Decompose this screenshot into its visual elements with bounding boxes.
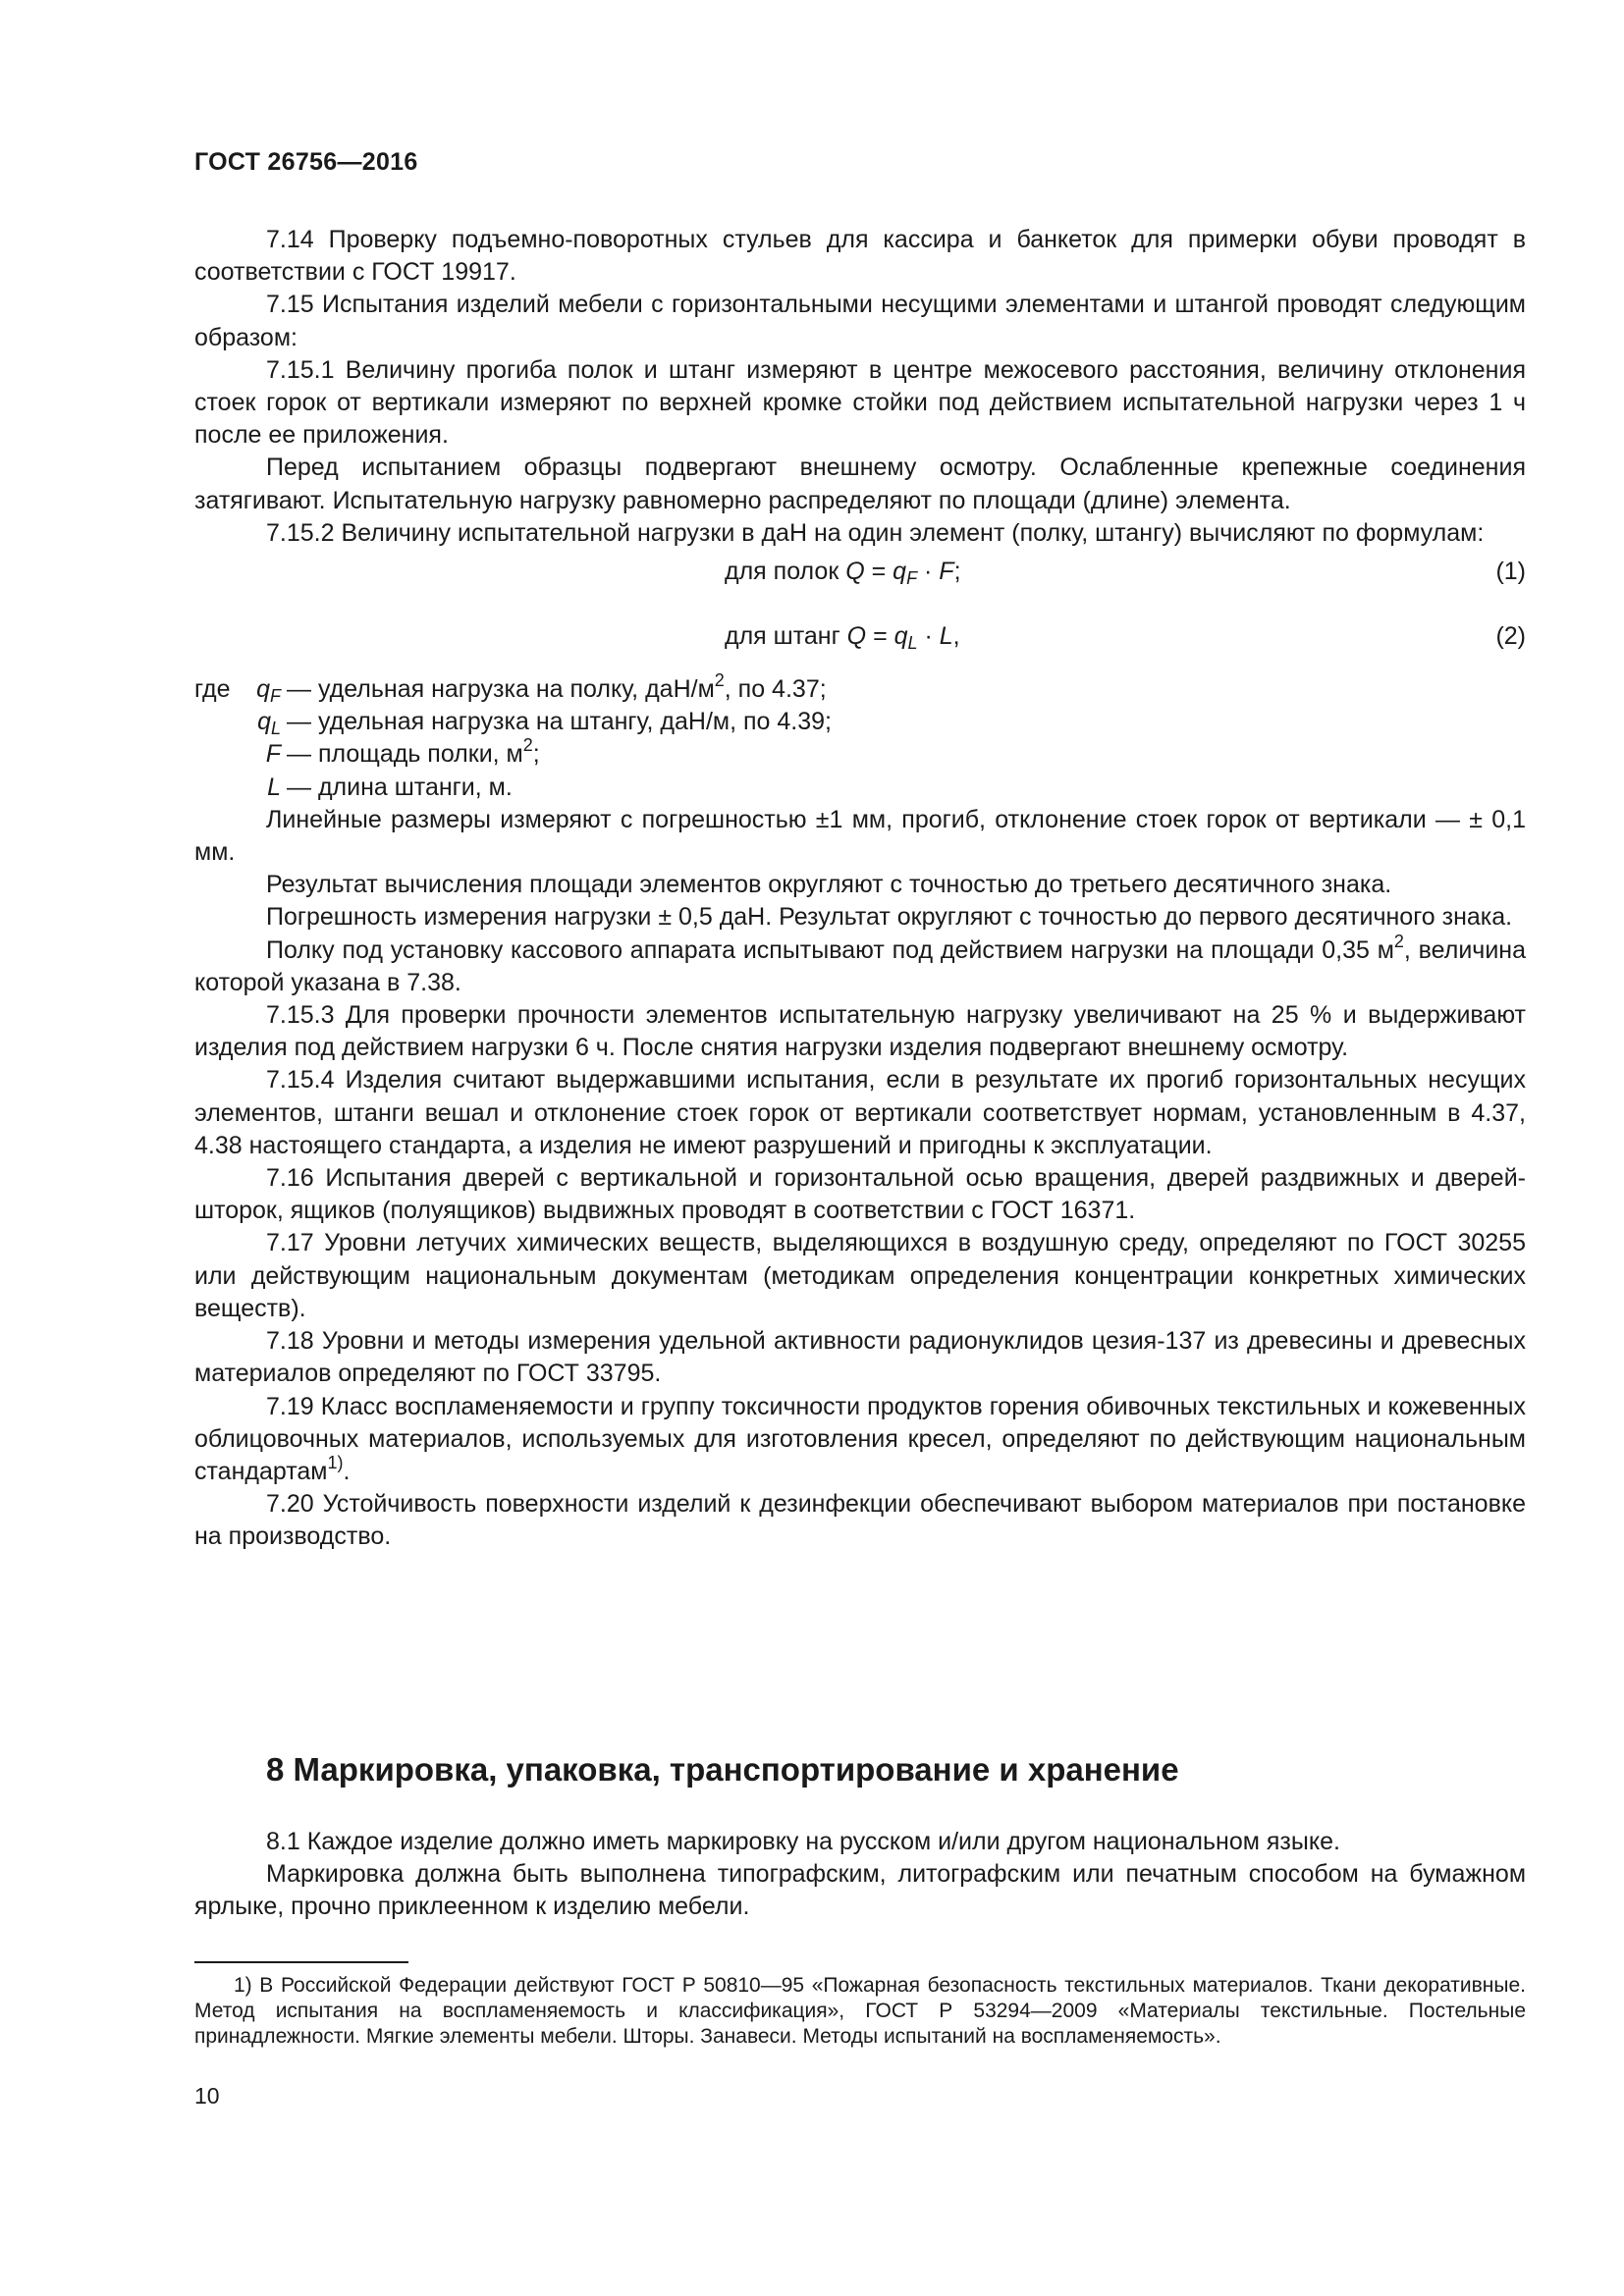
formula-2 [194,614,1526,673]
paragraph-7-15-3: 7.15.3 Для проверки прочности элементов испытательную нагрузку увеличивают на 25 % и выдерживают изделия под действием нагрузки 6 ч. После снятия нагрузки изделия подвергают внешнему осмотру. [194,1001,1526,1062]
formula-1-expression: для полок $Q = q_F \cdot F$; [725,558,961,589]
formula-2-expression: для штанг $Q = q_L \cdot L$, [725,622,960,654]
footnote: 1) В Российской Федерации действуют ГОСТ Р 50810—95 «Пожарная безопасность текстильных материалов. Ткани декоративные. Метод испытания на воспламеняемость и классификация», ГОСТ Р 53294—2009 «Материалы текстильные. Постельные принадлежности. Мягкие элементы мебели. Шторы. Занавеси. Методы испытаний на воспламеняемость». [194,1974,1526,2048]
paragraph-7-18: 7.18 Уровни и методы измерения удельной активности радионуклидов цезия-137 из древесины и древесных материалов определяют по ГОСТ 33795. [194,1327,1526,1388]
paragraph-area-result: Результат вычисления площади элементов округляют с точностью до третьего десятичного знака. [266,871,1392,899]
paragraph-cash-shelf: Полку под установку кассового аппарата испытывают под действием нагрузки на площади 0,35 $м^2$, величина которой указана в 7.38. [194,931,1526,996]
main-body [194,224,1526,1554]
paragraph-7-16: 7.16 Испытания дверей с вертикальной и горизонтальной осью вращения, дверей раздвижных и дверей-шторок, ящиков (полуящиков) выдвижных проводят в соответствии с ГОСТ 16371. [194,1164,1526,1225]
formula-2-number: (2) [1495,622,1526,651]
formula-legend [194,670,1526,804]
paragraph-7-15-2: 7.15.2 Величину испытательной нагрузки в даН на один элемент (полку, штангу) вычисляют по формулам: [266,518,1485,547]
paragraph-8-1: 8.1 Каждое изделие должно иметь маркировку на русском и/или другом национальном языке. [266,1828,1340,1855]
paragraph-linear-sizes: Линейные размеры измеряют с погрешностью ±1 мм, прогиб, отклонение стоек горок от вертикали — ± 0,1 мм. [194,805,1526,867]
legend-row-l: L — длина штанги, м. [267,773,513,801]
paragraph-before-test: Перед испытанием образцы подвергают внешнему осмотру. Ослабленные крепежные соединения затягивают. Испытательную нагрузку равномерно распределяют по площади (длине) элемента. [194,454,1526,514]
paragraph-7-15-4: 7.15.4 Изделия считают выдержавшими испытания, если в результате их прогиб горизонтальных несущих элементов, штанги вешал и отклонение стоек горок от вертикали соответствует нормам, установленным в 4.37, 4.38 настоящего стандарта, а изделия не имеют разрушений и пригодны к эксплуатации. [194,1066,1526,1159]
section-8-body [194,1826,1526,1924]
paragraph-7-17: 7.17 Уровни летучих химических веществ, выделяющихся в воздушную среду, определяют по ГОСТ 30255 или действующим национальным документам (методикам определения концентрации конкретных химических веществ). [194,1229,1526,1322]
paragraph-7-14: 7.14 Проверку подъемно-поворотных стульев для кассира и банкеток для примерки обуви проводят в соответствии с ГОСТ 19917. [194,226,1526,287]
footnote-divider [194,1961,408,1963]
formula-1-number: (1) [1495,558,1526,586]
paragraph-load-error: Погрешность измерения нагрузки ± 0,5 даН. Результат округляют с точностью до первого десятичного знака. [266,903,1513,932]
paragraph-7-15: 7.15 Испытания изделий мебели с горизонтальными несущими элементами и штангой проводят следующим образом: [194,291,1526,351]
paragraph-marking: Маркировка должна быть выполнена типографским, литографским или печатным способом на бумажном ярлыке, прочно приклеенном к изделию мебели. [194,1860,1526,1921]
legend-row-qf: где $q_F$ — удельная нагрузка на полку, даН/$м^2$, по 4.37; [194,670,827,707]
formula-1 [194,550,1526,614]
paragraph-7-15-1: 7.15.1 Величину прогиба полок и штанг измеряют в центре межосевого расстояния, величину отклонения стоек горок от вертикали измеряют по верхней кромке стойки под действием испытательной нагрузки через 1 ч после ее приложения. [194,355,1526,450]
paragraph-7-19: 7.19 Класс воспламеняемости и группу токсичности продуктов горения обивочных текстильных и кожевенных облицовочных материалов, используемых для изготовления кресел, определяют по действующим национальным стандартам$^{1)}$. [194,1392,1526,1485]
document-header: ГОСТ 26756—2016 [194,148,418,176]
footnote-ref: 1) [327,1452,344,1472]
paragraph-7-20: 7.20 Устойчивость поверхности изделий к дезинфекции обеспечивают выбором материалов при постановке на производство. [194,1490,1526,1551]
legend-row-f: F — площадь полки, $м^2$; [265,735,540,769]
section-8-title: 8 Маркировка, упаковка, транспортирование и хранение [266,1751,1179,1788]
legend-row-ql: $q_L$ — удельная нагрузка на штангу, даН/м, по 4.39; [257,708,832,739]
page-number: 10 [194,2083,220,2109]
